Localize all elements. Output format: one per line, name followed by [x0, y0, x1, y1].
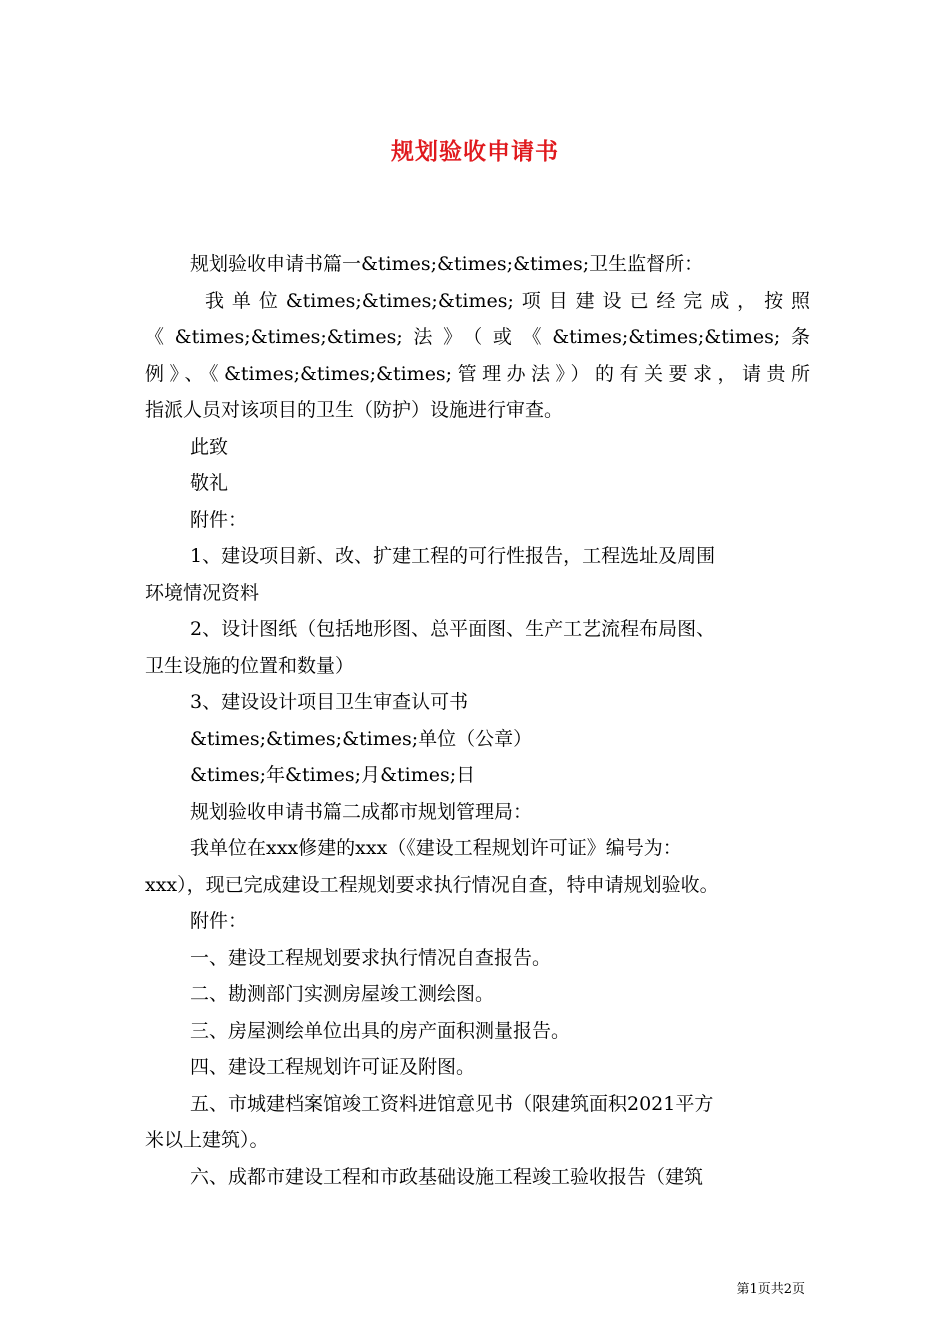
paragraph: 规划验收申请书篇一&times;&times;&times;卫生监督所：: [190, 253, 704, 275]
paragraph: 3、建设设计项目卫生审查认可书: [190, 691, 469, 713]
paragraph: &times;&times;&times;单位（公章）: [190, 727, 533, 750]
page-number: 第1页共2页: [736, 1282, 805, 1297]
document-body: [145, 246, 810, 1195]
paragraph: 《&times;&times;&times;法》（或《&times;&times;&times;条: [145, 326, 810, 348]
paragraph: 五、市城建档案馆竣工资料进馆意见书（限建筑面积2021平方: [190, 1092, 714, 1115]
paragraph: 附件：: [190, 910, 248, 932]
paragraph: 附件：: [190, 508, 248, 531]
paragraph: 2、设计图纸（包括地形图、总平面图、生产工艺流程布局图、: [190, 618, 716, 640]
paragraph: 我单位在xxx修建的xxx（《建设工程规划许可证》编号为：: [190, 837, 682, 859]
paragraph: 我单位&times;&times;&times;项目建设已经完成，按照: [205, 289, 810, 312]
paragraph: 此致: [190, 435, 229, 458]
paragraph: 四、建设工程规划许可证及附图。: [190, 1056, 476, 1078]
paragraph: 例》、《&times;&times;&times;管理办法》）的有关要求，请贵所: [145, 362, 810, 385]
paragraph: 二、勘测部门实测房屋竣工测绘图。: [190, 983, 495, 1005]
paragraph: 敬礼: [190, 472, 229, 494]
paragraph: 卫生设施的位置和数量）: [145, 654, 355, 677]
paragraph: 环境情况资料: [145, 581, 260, 604]
paragraph: xxx），现已完成建设工程规划要求执行情况自查，特申请规划验收。: [145, 873, 719, 896]
paragraph: 1、建设项目新、改、扩建工程的可行性报告，工程选址及周围: [190, 545, 716, 567]
paragraph: 指派人员对该项目的卫生（防护）设施进行审查。: [145, 399, 564, 421]
paragraph: 三、房屋测绘单位出具的房产面积测量报告。: [190, 1019, 571, 1042]
paragraph: 一、建设工程规划要求执行情况自查报告。: [190, 946, 552, 969]
document-title: 规划验收申请书: [391, 138, 559, 165]
paragraph: 六、成都市建设工程和市政基础设施工程竣工验收报告（建筑: [190, 1165, 704, 1188]
paragraph: 规划验收申请书篇二成都市规划管理局：: [190, 800, 533, 823]
paragraph: 米以上建筑）。: [145, 1129, 269, 1151]
paragraph: &times;年&times;月&times;日: [190, 764, 476, 786]
